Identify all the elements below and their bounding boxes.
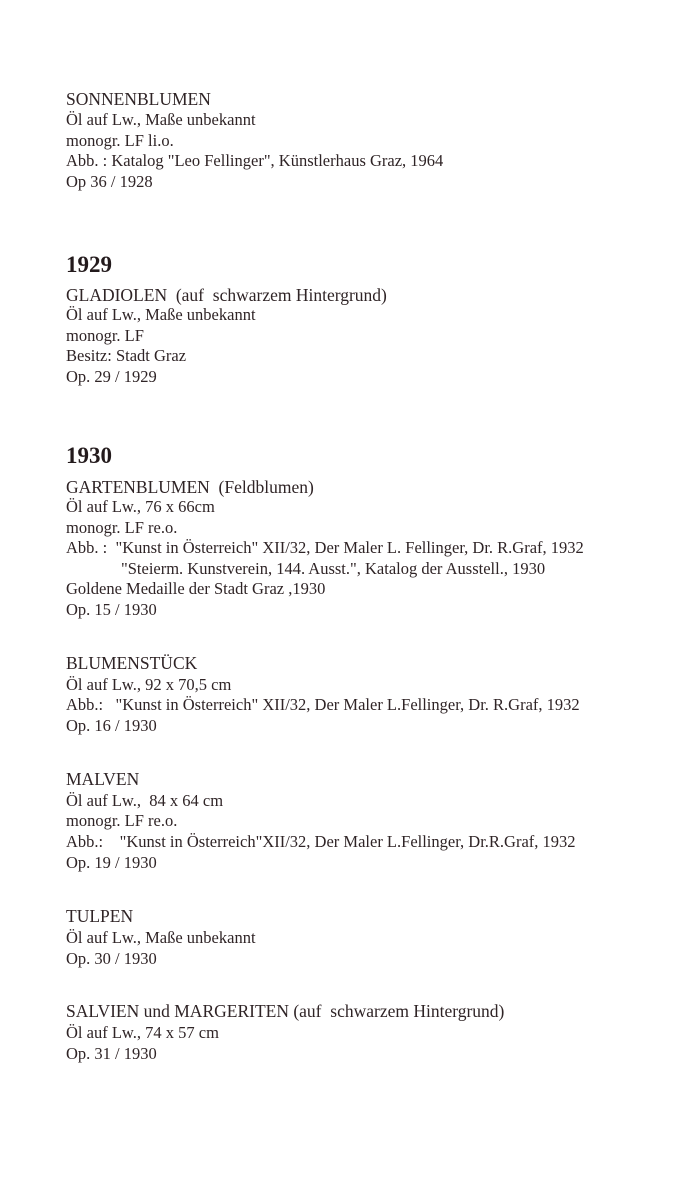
entry-medium: Öl auf Lw., 74 x 57 cm [66,1023,219,1042]
year-heading-1929: 1929 [66,252,112,277]
entry-medium: Öl auf Lw., Maße unbekannt [66,110,256,129]
entry-title: SALVIEN und MARGERITEN (auf schwarzem Hintergrund) [66,1001,505,1021]
entry-title: TULPEN [66,906,134,926]
entry-reference-continued: "Steierm. Kunstverein, 144. Ausst.", Katalog der Ausstell., 1930 [121,559,546,578]
entry-reference: Abb. : "Kunst in Österreich" XII/32, Der Maler L. Fellinger, Dr. R.Graf, 1932 [66,538,584,557]
entry-opus: Op. 16 / 1930 [66,716,157,735]
entry-opus: Op. 15 / 1930 [66,600,157,619]
entry-opus: Op 36 / 1928 [66,172,153,191]
entry-opus: Op. 19 / 1930 [66,853,157,872]
entry-reference: Abb.: "Kunst in Österreich" XII/32, Der Maler L.Fellinger, Dr. R.Graf, 1932 [66,695,580,714]
entry-title: GLADIOLEN (auf schwarzem Hintergrund) [66,285,387,305]
entry-signature: monogr. LF li.o. [66,131,174,150]
entry-medium: Öl auf Lw., Maße unbekannt [66,928,256,947]
entry-signature: monogr. LF [66,326,144,345]
entry-reference: Abb.: "Kunst in Österreich"XII/32, Der Maler L.Fellinger, Dr.R.Graf, 1932 [66,832,576,851]
entry-title: SONNENBLUMEN [66,89,211,109]
entry-reference: Abb. : Katalog "Leo Fellinger", Künstlerhaus Graz, 1964 [66,151,444,170]
entry-opus: Op. 30 / 1930 [66,949,157,968]
entry-title: BLUMENSTÜCK [66,653,198,673]
entry-award: Goldene Medaille der Stadt Graz ,1930 [66,579,326,598]
entry-signature: monogr. LF re.o. [66,811,178,830]
entry-title: MALVEN [66,769,140,789]
year-heading-1930: 1930 [66,443,112,468]
entry-opus: Op. 31 / 1930 [66,1044,157,1063]
entry-medium: Öl auf Lw., 84 x 64 cm [66,791,224,810]
entry-ownership: Besitz: Stadt Graz [66,346,187,365]
entry-medium: Öl auf Lw., 76 x 66cm [66,497,215,516]
entry-title: GARTENBLUMEN (Feldblumen) [66,477,314,497]
entry-signature: monogr. LF re.o. [66,518,178,537]
entry-medium: Öl auf Lw., 92 x 70,5 cm [66,675,232,694]
entry-medium: Öl auf Lw., Maße unbekannt [66,305,256,324]
entry-opus: Op. 29 / 1929 [66,367,157,386]
